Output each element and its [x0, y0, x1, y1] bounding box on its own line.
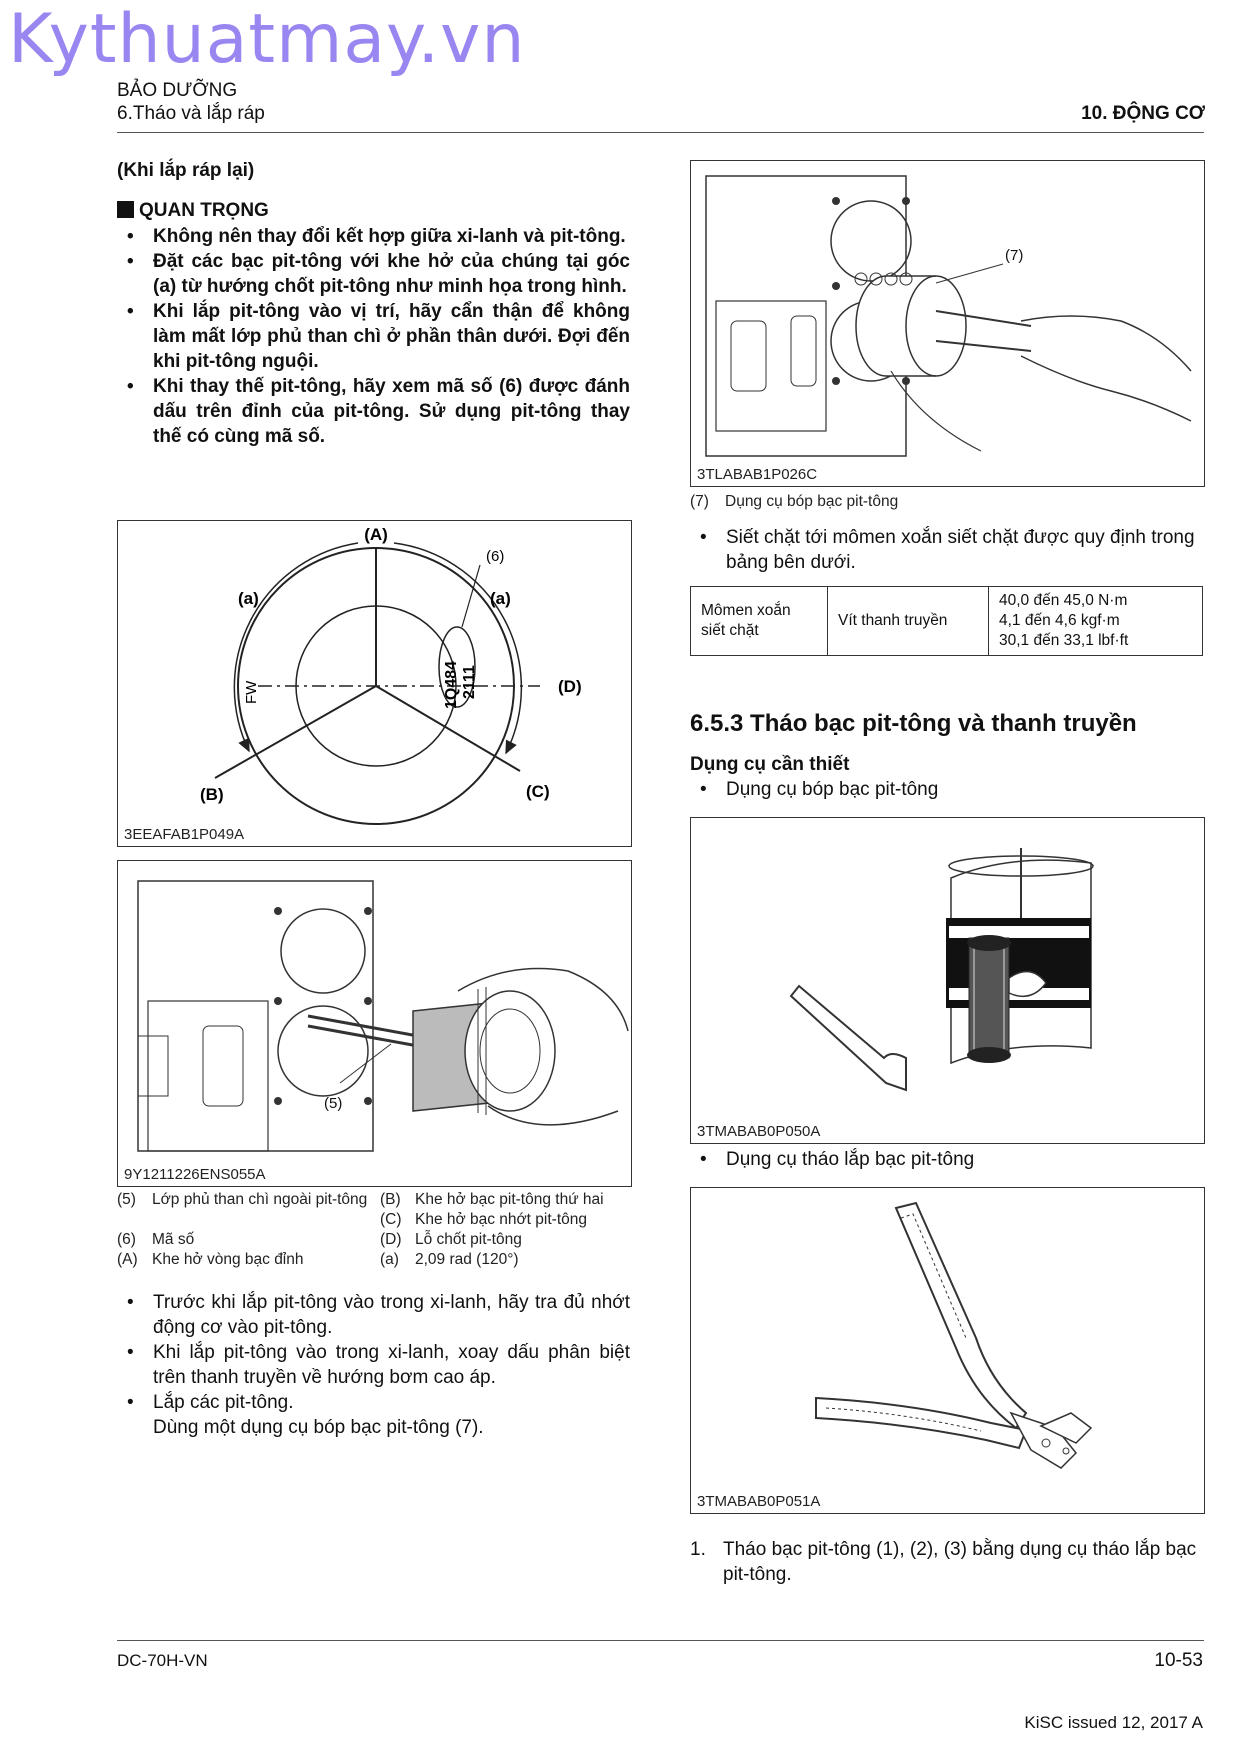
torque-nm: 40,0 đến 45,0 N·m [999, 592, 1128, 609]
section-title: 6.5.3 Tháo bạc pit-tông và thanh truyền [690, 710, 1137, 737]
important-square-icon [117, 201, 134, 218]
ring-tool-svg [691, 1188, 1204, 1513]
header-subsection: 6.Tháo và lắp ráp [117, 103, 265, 124]
tool-list-1 [690, 777, 1203, 802]
table-cell-part: Vít thanh truyền [828, 587, 989, 656]
piston-insertion-illustration [117, 860, 632, 1187]
step-item: • Lắp các pit-tông. [117, 1390, 630, 1415]
callout-seven: (7) [1005, 247, 1024, 264]
tools-heading: Dụng cụ cần thiết [690, 754, 850, 775]
legend-value: Mã số [152, 1231, 195, 1248]
ring-compressor-tool-svg [691, 818, 1204, 1143]
label-a-top: (A) [364, 525, 388, 544]
torque-table [690, 586, 1203, 656]
figure-code: 3TMABAB0P051A [697, 1493, 821, 1510]
assembly-steps [117, 1290, 630, 1415]
label-six: (6) [486, 548, 505, 565]
legend-key: (A) [117, 1251, 138, 1268]
tool-list-2 [690, 1147, 1203, 1172]
step-note: Dùng một dụng cụ bóp bạc pit-tông (7). [153, 1417, 484, 1438]
header-chapter: 10. ĐỘNG CƠ [1081, 103, 1205, 124]
legend-value: Lớp phủ than chì ngoài pit-tông [152, 1191, 368, 1208]
footer-doc-code: DC-70H-VN [117, 1651, 208, 1670]
reassembly-heading: (Khi lắp ráp lại) [117, 160, 255, 181]
watermark: Kythuatmay.vn [8, 0, 526, 79]
fig3-caption [690, 492, 898, 512]
important-item: • Khi lắp pit-tông vào vị trí, hãy cẩn thận để không làm mất lớp phủ than chì ở phần thân dưới. Đợi đến khi pit-tông nguội. [117, 299, 630, 374]
label-fw: FW [243, 680, 260, 704]
piston-insertion-svg [118, 861, 631, 1186]
footer-divider [117, 1640, 1204, 1641]
important-item: • Khi thay thế pit-tông, hãy xem mã số (6) được đánh dấu trên đỉnh của pit-tông. Sử dụng pit-tông thay thế có cùng mã số. [117, 374, 630, 449]
important-list [117, 224, 630, 449]
table-cell-label: Mômen xoắn siết chặt [691, 587, 828, 656]
step-item: • Khi lắp pit-tông vào trong xi-lanh, xoay dấu phân biệt trên thanh truyền về hướng bơm cao áp. [117, 1340, 630, 1390]
table-cell-values [989, 587, 1203, 656]
caption-text: Dụng cụ bóp bạc pit-tông [725, 493, 899, 510]
legend-key: (5) [117, 1191, 136, 1208]
figure-code: 3EEAFAB1P049A [124, 826, 245, 843]
code-number-1: 1Q484 [443, 660, 460, 709]
header-divider [117, 132, 1204, 133]
label-d: (D) [558, 677, 582, 696]
torque-kgfm: 4,1 đến 4,6 kgf·m [999, 612, 1120, 629]
legend-key: (a) [380, 1251, 399, 1268]
torque-note [690, 525, 1203, 575]
step-item: • Trước khi lắp pit-tông vào trong xi-lanh, hãy tra đủ nhớt động cơ vào pit-tông. [117, 1290, 630, 1340]
legend-key: (B) [380, 1191, 401, 1208]
figure-code: 3TMABAB0P050A [697, 1123, 821, 1140]
code-number-2: 2111 [461, 665, 478, 699]
label-c: (C) [526, 782, 550, 801]
callout-five: (5) [324, 1095, 343, 1112]
legend-value: 2,09 rad (120°) [415, 1251, 519, 1268]
ring-gap-diagram [117, 520, 632, 847]
tool-item: • Dụng cụ tháo lắp bạc pit-tông [690, 1147, 1203, 1172]
ring-tool-illustration [690, 1187, 1205, 1514]
important-heading [117, 198, 269, 223]
ring-compressor-tool-illustration [690, 817, 1205, 1144]
step-text: Tháo bạc pit-tông (1), (2), (3) bằng dụng cụ tháo lắp bạc pit-tông. [723, 1539, 1197, 1585]
ring-compressor-illustration [690, 160, 1205, 487]
torque-lbfft: 30,1 đến 33,1 lbf·ft [999, 632, 1129, 649]
torque-note-item: • Siết chặt tới mômen xoắn siết chặt được quy định trong bảng bên dưới. [690, 525, 1203, 575]
removal-step [690, 1537, 1203, 1587]
caption-key: (7) [690, 493, 709, 510]
legend-key: (C) [380, 1211, 402, 1228]
legend-value [152, 1210, 380, 1230]
legend-key: (D) [380, 1231, 402, 1248]
tool-item: • Dụng cụ bóp bạc pit-tông [690, 777, 1203, 802]
code-leader-line [462, 565, 480, 627]
important-heading-text: QUAN TRỌNG [139, 200, 269, 221]
figure-code: 9Y1211226ENS055A [124, 1166, 266, 1183]
label-angle-left: (a) [238, 589, 259, 608]
label-b: (B) [200, 785, 224, 804]
figure-code: 3TLABAB1P026C [697, 466, 818, 483]
important-item: • Không nên thay đổi kết hợp giữa xi-lanh và pit-tông. [117, 224, 630, 249]
ring-gap-svg [118, 521, 631, 846]
important-item: • Đặt các bạc pit-tông với khe hở của chúng tại góc (a) từ hướng chốt pit-tông như minh họa trong hình. [117, 249, 630, 299]
label-angle-right: (a) [490, 589, 511, 608]
ring-compressor-svg [691, 161, 1204, 486]
legend-value: Khe hở bạc nhớt pit-tông [415, 1211, 587, 1228]
legend-value: Lỗ chốt pit-tông [415, 1231, 522, 1248]
legend-value: Khe hở vòng bạc đỉnh [152, 1251, 304, 1268]
footer-issued: KiSC issued 12, 2017 A [1024, 1713, 1203, 1732]
legend-key [117, 1210, 152, 1230]
legend-value: Khe hở bạc pit-tông thứ hai [415, 1191, 604, 1208]
step-number: 1. [690, 1539, 706, 1560]
header-section: BẢO DƯỠNG [117, 80, 238, 101]
footer-page-number: 10-53 [1154, 1650, 1203, 1671]
legend-key: (6) [117, 1231, 136, 1248]
figure-legend [117, 1190, 630, 1270]
